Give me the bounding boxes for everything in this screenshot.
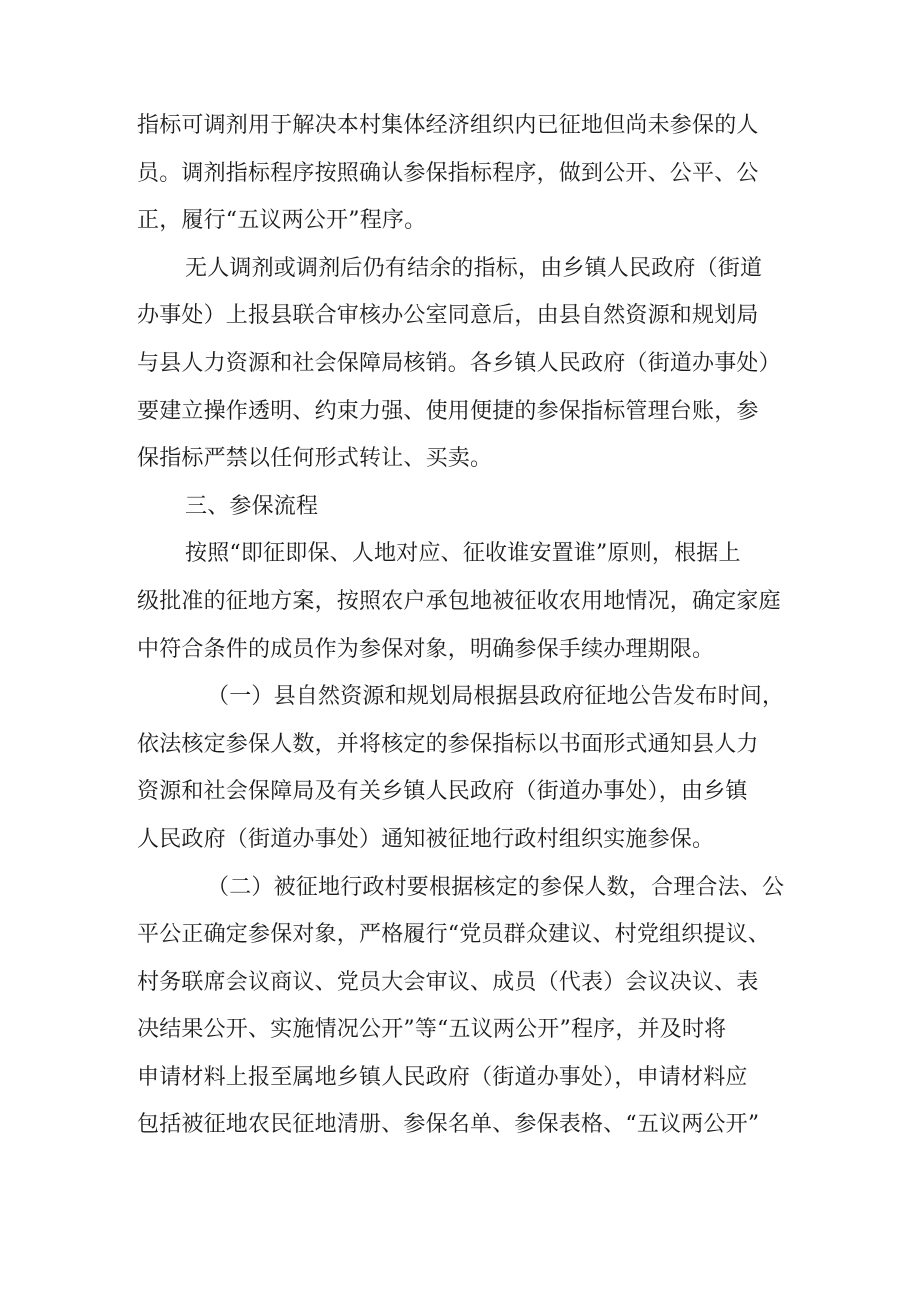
- text-line: （二）被征地行政村要根据核定的参保人数，合理合法、公: [207, 874, 785, 900]
- text-line: 正，履行“五议两公开”程序。: [137, 208, 427, 234]
- text-line: 要建立操作透明、约束力强、使用便捷的参保指标管理台账，参: [137, 398, 759, 424]
- text-line: 申请材料上报至属地乡镇人民政府（街道办事处），申请材料应: [137, 1064, 748, 1090]
- text-line: 依法核定参保人数，并将核定的参保指标以书面形式通知县人力: [137, 731, 759, 757]
- text-line: 无人调剂或调剂后仍有结余的指标，由乡镇人民政府（街道: [185, 255, 763, 281]
- text-line: 指标可调剂用于解决本村集体经济组织内已征地但尚未参保的人: [137, 113, 759, 138]
- text-line: 人民政府（街道办事处）通知被征地行政村组织实施参保。: [137, 826, 715, 852]
- text-line: 按照“即征即保、人地对应、征收谁安置谁”原则，根据上: [185, 541, 741, 567]
- document-body: [137, 102, 787, 1149]
- text-line: 员。调剂指标程序按照确认参保指标程序，做到公开、公平、公: [137, 160, 759, 186]
- text-line: 级批准的征地方案，按照农户承包地被征收农用地情况，确定家庭: [137, 588, 781, 614]
- text-line: 保指标严禁以任何形式转让、买卖。: [137, 446, 493, 472]
- text-line: （一）县自然资源和规划局根据县政府征地公告发布时间，: [207, 684, 785, 710]
- text-line: 决结果公开、实施情况公开”等“五议两公开”程序，并及时将: [137, 1017, 727, 1043]
- text-line: 包括被征地农民征地清册、参保名单、参保表格、“五议两公开”: [137, 1112, 760, 1138]
- text-line: 中符合条件的成员作为参保对象，明确参保手续办理期限。: [137, 636, 715, 662]
- text-line: 办事处）上报县联合审核办公室同意后，由县自然资源和规划局: [137, 303, 759, 329]
- text-line: 平公正确定参保对象，严格履行“党员群众建议、村党组织提议、: [137, 922, 771, 948]
- text-line: 与县人力资源和社会保障局核销。各乡镇人民政府（街道办事处）: [137, 350, 781, 376]
- text-line: 村务联席会议商议、党员大会审议、成员（代表）会议决议、表: [137, 969, 759, 995]
- text-line: 资源和社会保障局及有关乡镇人民政府（街道办事处），由乡镇: [137, 779, 748, 805]
- section-heading: 三、参保流程: [185, 493, 319, 519]
